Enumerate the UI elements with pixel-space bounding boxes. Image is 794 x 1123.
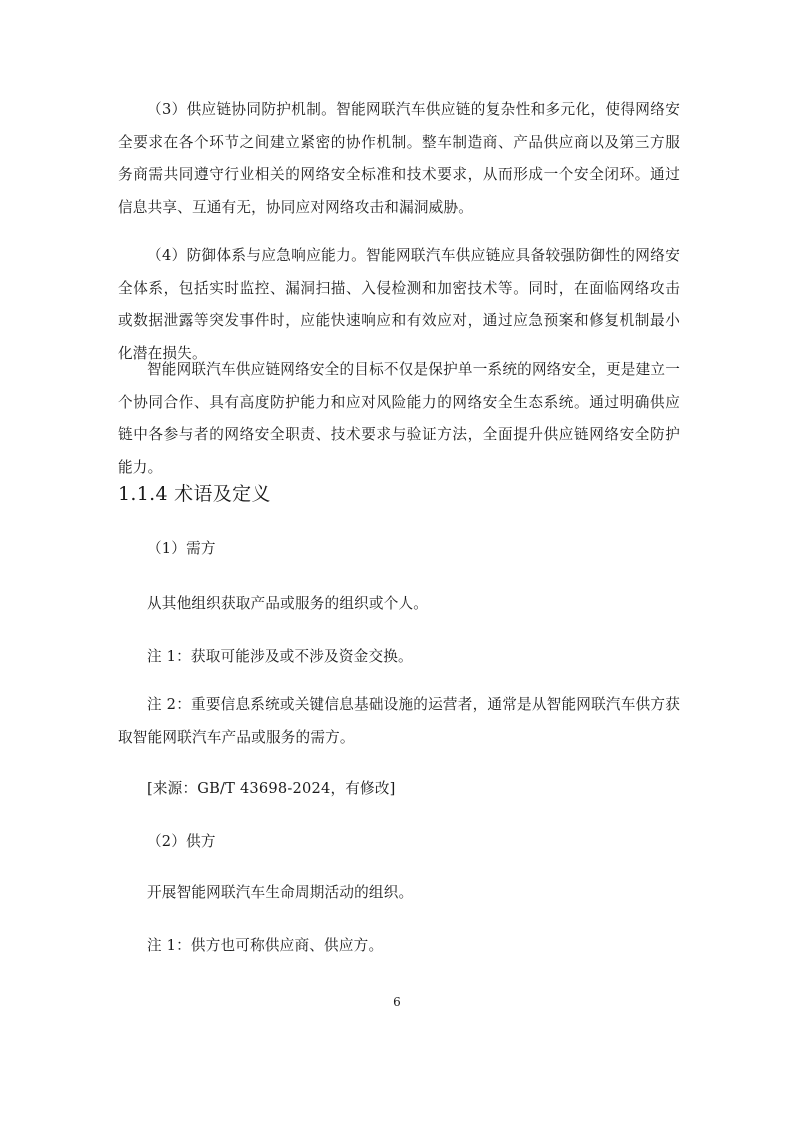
term-demander-definition: 从其他组织获取产品或服务的组织或个人。 — [147, 595, 429, 612]
term-demander-note-1: 注 1：获取可能涉及或不涉及资金交换。 — [147, 648, 413, 665]
term-supplier-note-1: 注 1：供方也可称供应商、供应方。 — [147, 937, 384, 954]
paragraph-security-goal: 智能网联汽车供应链网络安全的目标不仅是保护单一系统的网络安全，更是建立一个协同合作、具有高度防护能力和应对风险能力的网络安全生态系统。通过明确供应链中各参与者的网络安全职责、技术要求与验证方法，全面提升供应链网络安全防护能力。 — [118, 361, 680, 476]
paragraph-defense-and-response: （4）防御体系与应急响应能力。智能网联汽车供应链应具备较强防御性的网络安全体系，包括实时监控、漏洞扫描、入侵检测和加密技术等。同时，在面临网络攻击或数据泄露等突发事件时，应能快速响应和有效应对，通过应急预案和修复机制最小化潜在损失。 — [118, 247, 680, 362]
term-demander-source: [来源：GB/T 43698-2024，有修改] — [147, 780, 396, 797]
page-number: 6 — [393, 995, 401, 1009]
term-demander-note-2: 注 2：重要信息系统或关键信息基础设施的运营者，通常是从智能网联汽车供方获取智能网联汽车产品或服务的需方。 — [118, 696, 680, 746]
section-heading: 1.1.4 术语及定义 — [118, 483, 271, 505]
paragraph-supply-chain-collaboration: （3）供应链协同防护机制。智能网联汽车供应链的复杂性和多元化，使得网络安全要求在各个环节之间建立紧密的协作机制。整车制造商、产品供应商以及第三方服务商需共同遵守行业相关的网络安全标准和技术要求，从而形成一个安全闭环。通过信息共享、互通有无，协同应对网络攻击和漏洞威胁。 — [118, 101, 680, 216]
term-supplier-definition: 开展智能网联汽车生命周期活动的组织。 — [147, 884, 414, 901]
term-demander-label: （1）需方 — [147, 540, 216, 557]
term-supplier-label: （2）供方 — [147, 833, 216, 850]
